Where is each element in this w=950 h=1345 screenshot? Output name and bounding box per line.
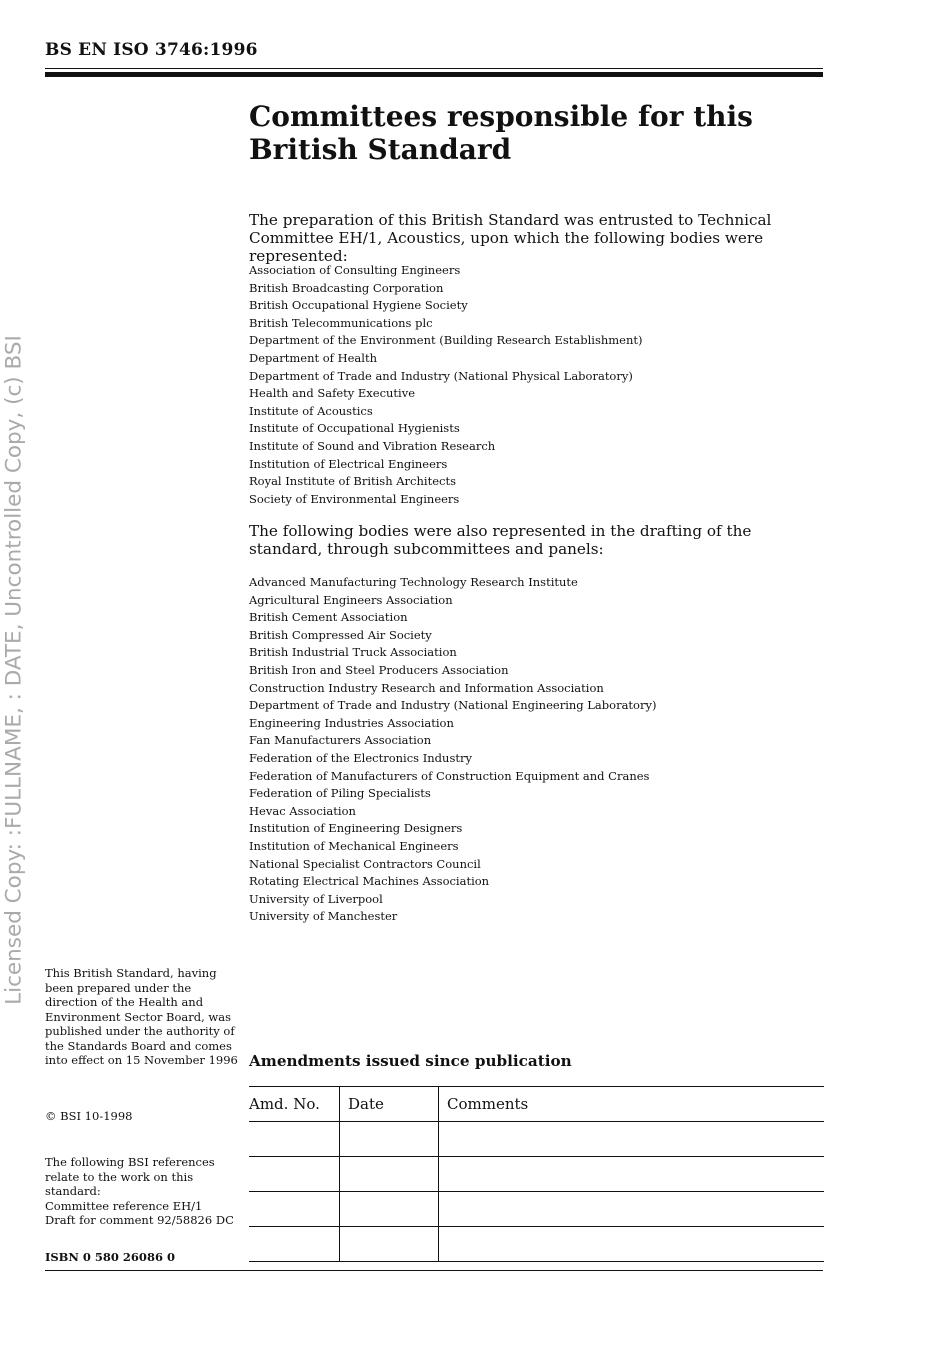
- amendments-header-row: [249, 1087, 824, 1122]
- represented-body-item: Society of Environmental Engineers: [249, 491, 460, 506]
- represented-body-item: British Telecommunications plc: [249, 315, 433, 330]
- represented-body-item: British Broadcasting Corporation: [249, 280, 444, 295]
- table-cell: [439, 1192, 825, 1227]
- represented-body-item: Health and Safety Executive: [249, 386, 416, 401]
- drafting-body-item: Institution of Mechanical Engineers: [249, 838, 459, 853]
- intro-paragraph-committee: The preparation of this British Standard was entrusted to Technical Committee EH/1, Acoustics, upon which the following bodies were represented:: [249, 211, 772, 265]
- bsi-references: [45, 1155, 240, 1228]
- represented-body-item: Institute of Sound and Vibration Research: [249, 438, 496, 453]
- copyright-note: © BSI 10-1998: [45, 1109, 133, 1123]
- table-cell: [439, 1122, 825, 1157]
- footer-rule: [45, 1270, 823, 1271]
- drafting-body-item: Federation of the Electronics Industry: [249, 750, 472, 765]
- drafting-body-item: British Compressed Air Society: [249, 627, 432, 642]
- amendments-heading: Amendments issued since publication: [249, 1052, 572, 1070]
- drafting-body-item: Advanced Manufacturing Technology Research Institute: [249, 575, 578, 589]
- represented-body-item: Department of the Environment (Building Research Establishment): [249, 333, 643, 348]
- represented-body-item: Institution of Electrical Engineers: [249, 456, 448, 471]
- table-cell: [340, 1227, 439, 1262]
- drafting-body-item: Federation of Piling Specialists: [249, 786, 431, 801]
- table-row: [249, 1227, 824, 1262]
- references-intro: The following BSI references relate to the work on this standard:: [45, 1155, 215, 1198]
- table-cell: [340, 1122, 439, 1157]
- table-row: [249, 1192, 824, 1227]
- column-header-date: Date: [340, 1087, 439, 1122]
- table-cell: [439, 1157, 825, 1192]
- drafting-body-item: Fan Manufacturers Association: [249, 733, 432, 748]
- table-row: [249, 1157, 824, 1192]
- table-cell: [340, 1192, 439, 1227]
- header-rule-thick: [45, 72, 823, 77]
- drafting-bodies-list: [249, 574, 656, 926]
- column-header-comments: Comments: [439, 1087, 825, 1122]
- drafting-body-item: University of Manchester: [249, 909, 398, 924]
- drafting-body-item: Institution of Engineering Designers: [249, 821, 463, 836]
- drafting-body-item: Construction Industry Research and Information Association: [249, 680, 604, 695]
- represented-body-item: Department of Trade and Industry (National Physical Laboratory): [249, 368, 633, 383]
- table-cell: [249, 1157, 340, 1192]
- drafting-body-item: Department of Trade and Industry (National Engineering Laboratory): [249, 698, 657, 713]
- drafting-body-item: British Iron and Steel Producers Association: [249, 662, 509, 677]
- table-cell: [249, 1227, 340, 1262]
- drafting-body-item: Engineering Industries Association: [249, 715, 454, 730]
- drafting-body-item: Federation of Manufacturers of Construction Equipment and Cranes: [249, 768, 650, 783]
- document-id: BS EN ISO 3746:1996: [45, 40, 258, 60]
- draft-reference: Draft for comment 92/58826 DC: [45, 1213, 234, 1227]
- represented-body-item: Department of Health: [249, 350, 377, 365]
- represented-body-item: British Occupational Hygiene Society: [249, 298, 468, 313]
- drafting-body-item: National Specialist Contractors Council: [249, 856, 481, 871]
- header-rule-thin: [45, 68, 823, 69]
- drafting-body-item: British Industrial Truck Association: [249, 645, 457, 660]
- drafting-body-item: Agricultural Engineers Association: [249, 592, 453, 607]
- table-cell: [249, 1192, 340, 1227]
- represented-body-item: Institute of Occupational Hygienists: [249, 421, 460, 436]
- page-title: Committees responsible for this British Standard: [249, 100, 753, 166]
- table-cell: [340, 1157, 439, 1192]
- intro-paragraph-drafting: The following bodies were also represented in the drafting of the standard, through subcommittees and panels:: [249, 522, 752, 558]
- represented-body-item: Royal Institute of British Architects: [249, 474, 456, 489]
- drafting-body-item: Hevac Association: [249, 803, 356, 818]
- license-watermark: Licensed Copy: :FULLNAME, : DATE, Uncontrolled Copy, (c) BSI: [1, 335, 27, 1005]
- represented-bodies-list: [249, 262, 643, 508]
- table-cell: [249, 1122, 340, 1157]
- isbn: ISBN 0 580 26086 0: [45, 1250, 175, 1264]
- column-header-amd-no: Amd. No.: [249, 1087, 340, 1122]
- committee-reference: Committee reference EH/1: [45, 1198, 203, 1213]
- drafting-body-item: University of Liverpool: [249, 891, 383, 906]
- publication-note: This British Standard, having been prepared under the direction of the Health and Environment Sector Board, was published under the authority of the Standards Board and comes into effect on 15 November 1996: [45, 966, 238, 1067]
- represented-body-item: Institute of Acoustics: [249, 403, 373, 418]
- amendments-table: [249, 1086, 824, 1262]
- represented-body-item: Association of Consulting Engineers: [249, 263, 461, 277]
- drafting-body-item: British Cement Association: [249, 610, 408, 625]
- drafting-body-item: Rotating Electrical Machines Association: [249, 874, 490, 889]
- table-cell: [439, 1227, 825, 1262]
- table-row: [249, 1122, 824, 1157]
